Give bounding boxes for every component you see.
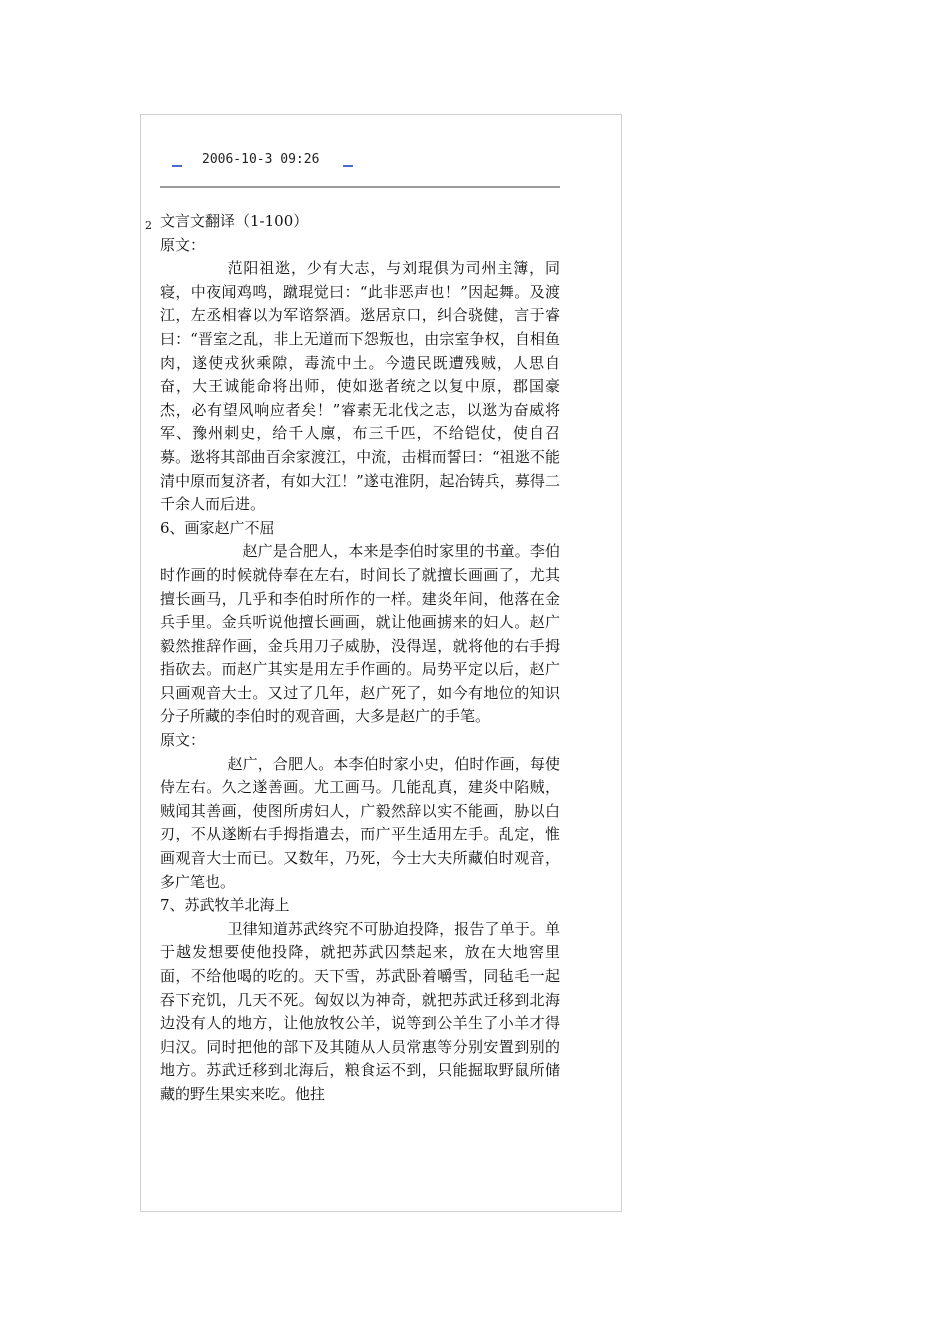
article-body — [145, 210, 560, 1107]
link-marker-left[interactable] — [172, 165, 182, 167]
post-header — [172, 152, 353, 167]
section6-translation: 赵广是合肥人，本来是李伯时家里的书童。李伯时作画的时候就侍奉在左右，时间长了就擅长画画了，尤其擅长画马，几乎和李伯时所作的一样。建炎年间，他落在金兵手里。金兵听说他擅长画画，就让他画掳来的妇人。赵广毅然推辞作画，金兵用刀子威胁，没得逞，就将他的右手拇指砍去。而赵广其实是用左手作画的。局势平定以后，赵广只画观音大士。又过了几年，赵广死了，如今有地位的知识分子所藏的李伯时的观音画，大多是赵广的手笔。 — [160, 542, 560, 726]
article-heading — [145, 210, 560, 234]
section1-original-text: 范阳祖逖，少有大志，与刘琨俱为司州主簿，同寝，中夜闻鸡鸣，蹴琨觉曰：“此非恶声也！”因起舞。及渡江，左丞相睿以为军谘祭酒。逖居京口，纠合骁健，言于睿曰：“晋室之乱，非上无道而下怨叛也，由宗室争权，自相鱼肉，遂使戎狄乘隙，毒流中土。今遗民既遭残贼，人思自奋，大王诚能命将出师，使如逖者统之以复中原，郡国豪杰，必有望风响应者矣！”睿素无北伐之志，以逖为奋威将军、豫州刺史，给千人廪，布三千匹，不给铠仗，使自召募。逖将其部曲百余家渡江，中流，击楫而誓曰：“祖逖不能清中原而复济者，有如大江！”遂屯淮阴，起冶铸兵，募得二千余人而后进。 — [160, 259, 560, 514]
section1-original-label: 原文： — [160, 235, 206, 254]
section6-title: 6、画家赵广不屈 — [160, 518, 275, 537]
heading-number: 2 — [145, 219, 152, 232]
section7-title: 7、苏武牧羊北海上 — [160, 896, 290, 915]
heading-text: 文言文翻译（1-100） — [160, 212, 309, 230]
section6-original-text: 赵广，合肥人。本李伯时家小史，伯时作画，每使侍左右。久之遂善画。尤工画马。几能乱真，建炎中陷贼，贼闻其善画，使图所虏妇人，广毅然辞以实不能画，胁以白刃，不从遂断右手拇指遣去，而广平生适用左手。乱定，惟画观音大士而已。又数年，乃死，今士大夫所藏伯时观音，多广笔也。 — [160, 754, 560, 891]
section7-translation: 卫律知道苏武终究不可胁迫投降，报告了单于。单于越发想要使他投降，就把苏武囚禁起来，放在大地窖里面，不给他喝的吃的。天下雪，苏武卧着嚼雪，同毡毛一起吞下充饥，几天不死。匈奴以为神奇，就把苏武迁移到北海边没有人的地方，让他放牧公羊，说等到公羊生了小羊才得归汉。同时把他的部下及其随从人员常惠等分别安置到别的地方。苏武迁移到北海后，粮食运不到，只能掘取野鼠所储藏的野生果实来吃。他拄 — [160, 919, 560, 1103]
header-divider — [160, 186, 560, 188]
link-marker-right[interactable] — [343, 165, 353, 167]
section6-original-label: 原文： — [160, 731, 206, 750]
post-timestamp: 2006-10-3 09:26 — [202, 152, 320, 167]
